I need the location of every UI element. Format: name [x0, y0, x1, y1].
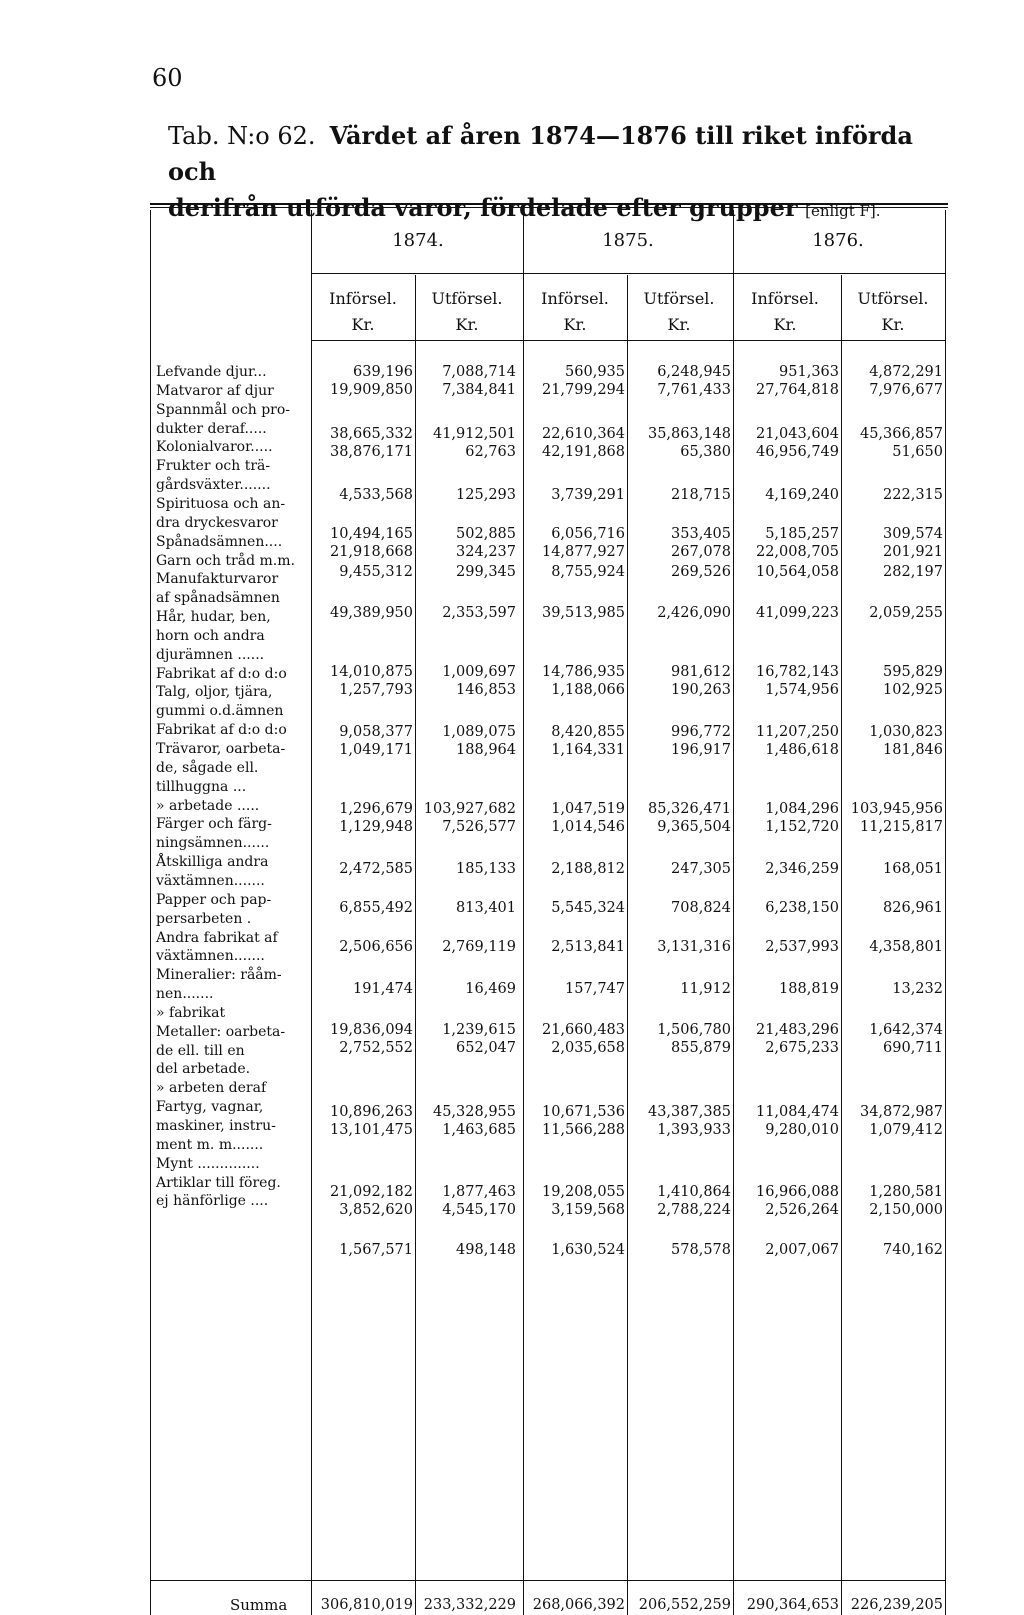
table-cell: 41,912,501	[432, 426, 516, 442]
column-header	[841, 286, 945, 338]
table-cell: 1,280,581	[869, 1184, 943, 1200]
table-cell: 14,877,927	[541, 544, 625, 560]
row-label-line: Färger och färg-	[156, 816, 272, 833]
right-border	[945, 210, 946, 1615]
table-cell: 85,326,471	[647, 801, 731, 817]
table-cell: 1,877,463	[442, 1184, 516, 1200]
table-cell: 218,715	[671, 487, 731, 503]
row-label-line: de ell. till en	[156, 1042, 245, 1059]
table-cell: 1,084,296	[765, 801, 839, 817]
year-header: 1875.	[602, 230, 654, 251]
table-cell: 9,058,377	[339, 724, 413, 740]
table-cell: 7,088,714	[442, 364, 516, 380]
table-cell: 11,215,817	[859, 819, 943, 835]
row-label-line: Spånadsämnen....	[156, 533, 283, 550]
table-cell: 309,574	[883, 526, 943, 542]
table-cell: 4,358,801	[869, 939, 943, 955]
row-label-line: dra dryckesvaror	[156, 514, 278, 531]
table-cell: 1,410,864	[657, 1184, 731, 1200]
row-label-line: Åtskilliga andra	[156, 854, 269, 871]
table-cell: 1,574,956	[765, 682, 839, 698]
column-header	[733, 286, 837, 338]
table-cell: 6,248,945	[657, 364, 731, 380]
table-cell: 102,925	[883, 682, 943, 698]
column-header-label: Utförsel.	[643, 289, 715, 308]
row-label-line: nen.......	[156, 986, 214, 1003]
table-cell: 196,917	[671, 742, 731, 758]
year-header: 1876.	[812, 230, 864, 251]
table-cell: 826,961	[883, 900, 943, 916]
summa-cell: 226,239,205	[850, 1597, 943, 1613]
table-cell: 7,384,841	[442, 382, 516, 398]
table-cell: 35,863,148	[647, 426, 731, 442]
summa-rule	[150, 1580, 945, 1581]
column-header-label: Införsel.	[541, 289, 609, 308]
table-cell: 855,879	[671, 1040, 731, 1056]
table-cell: 1,079,412	[869, 1122, 943, 1138]
row-label-line: Kolonialvaror.....	[156, 439, 273, 456]
table-cell: 19,836,094	[329, 1022, 413, 1038]
summa-cell: 290,364,653	[746, 1597, 839, 1613]
table-cell: 6,056,716	[551, 526, 625, 542]
table-cell: 157,747	[565, 981, 625, 997]
table-cell: 10,671,536	[541, 1104, 625, 1120]
table-cell: 16,782,143	[755, 664, 839, 680]
row-label-line: dukter deraf.....	[156, 420, 267, 437]
table-cell: 560,935	[565, 364, 625, 380]
column-header-unit: Kr.	[773, 315, 797, 334]
table-cell: 13,232	[892, 981, 943, 997]
table-cell: 1,239,615	[442, 1022, 516, 1038]
row-label-line: Trävaror, oarbeta-	[156, 741, 286, 757]
table-cell: 1,486,618	[765, 742, 839, 758]
table-cell: 2,188,812	[551, 861, 625, 877]
table-cell: 188,964	[456, 742, 516, 758]
title-line-1: Värdet af åren 1874—1876 till riket införda och	[168, 121, 913, 186]
table-cell: 38,876,171	[329, 444, 413, 460]
table-cell: 38,665,332	[329, 426, 413, 442]
table-cell: 498,148	[456, 1242, 516, 1258]
table-cell: 103,927,682	[423, 801, 516, 817]
table-cell: 9,455,312	[339, 564, 413, 580]
table-number: Tab. N:o 62.	[168, 122, 316, 150]
row-label-line: växtämnen.......	[156, 948, 265, 965]
column-header-label: Utförsel.	[431, 289, 503, 308]
table-cell: 1,009,697	[442, 664, 516, 680]
table-cell: 188,819	[779, 981, 839, 997]
table-cell: 11,566,288	[541, 1122, 625, 1138]
table-cell: 22,008,705	[755, 544, 839, 560]
column-header-label: Utförsel.	[857, 289, 929, 308]
row-label-line: Papper och pap-	[156, 891, 272, 908]
column-header	[415, 286, 519, 338]
table-cell: 7,761,433	[657, 382, 731, 398]
table-cell: 103,945,956	[850, 801, 943, 817]
table-cell: 21,799,294	[541, 382, 625, 398]
table-cell: 11,207,250	[755, 724, 839, 740]
table-cell: 299,345	[456, 564, 516, 580]
table-cell: 1,047,519	[551, 801, 625, 817]
table-cell: 2,353,597	[442, 605, 516, 621]
table-cell: 7,526,577	[442, 819, 516, 835]
summa-label: Summa	[230, 1596, 288, 1614]
row-label-line: af spånadsämnen	[156, 590, 280, 607]
page-number: 60	[152, 64, 183, 92]
table-cell: 65,380	[680, 444, 731, 460]
table-cell: 39,513,985	[541, 605, 625, 621]
table-cell: 3,159,568	[551, 1202, 625, 1218]
row-label-line: ej hänförlige ....	[156, 1193, 269, 1210]
table-cell: 1,049,171	[339, 742, 413, 758]
table-cell: 2,059,255	[869, 605, 943, 621]
table-cell: 14,010,875	[329, 664, 413, 680]
table-cell: 1,188,066	[551, 682, 625, 698]
row-label-line: Fabrikat af d:o d:o	[156, 665, 287, 682]
table-cell: 22,610,364	[541, 426, 625, 442]
table-cell: 5,545,324	[551, 900, 625, 916]
row-label-line: » fabrikat	[156, 1004, 226, 1021]
row-label-line: horn och andra	[156, 627, 265, 644]
column-header-unit: Kr.	[563, 315, 587, 334]
table-cell: 2,506,656	[339, 939, 413, 955]
table-cell: 11,912	[680, 981, 731, 997]
table-cell: 324,237	[456, 544, 516, 560]
title-line-2: derifrån utförda varor, fördelade efter grupper	[168, 193, 798, 222]
column-header-unit: Kr.	[667, 315, 691, 334]
table-cell: 146,853	[456, 682, 516, 698]
table-cell: 2,769,119	[442, 939, 516, 955]
table-cell: 21,092,182	[329, 1184, 413, 1200]
table-cell: 267,078	[671, 544, 731, 560]
table-cell: 9,280,010	[765, 1122, 839, 1138]
row-label-line: gummi o.d.ämnen	[156, 703, 284, 720]
table-cell: 1,567,571	[339, 1242, 413, 1258]
table-cell: 42,191,868	[541, 444, 625, 460]
table-cell: 2,537,993	[765, 939, 839, 955]
table-cell: 247,305	[671, 861, 731, 877]
table-cell: 639,196	[353, 364, 413, 380]
table-cell: 2,513,841	[551, 939, 625, 955]
table-cell: 2,426,090	[657, 605, 731, 621]
row-label-line: Hår, hudar, ben,	[156, 609, 271, 626]
column-header-unit: Kr.	[455, 315, 479, 334]
table-cell: 578,578	[671, 1242, 731, 1258]
table-cell: 1,642,374	[869, 1022, 943, 1038]
summa-cell: 306,810,019	[320, 1597, 413, 1613]
table-cell: 1,393,933	[657, 1122, 731, 1138]
table-cell: 1,630,524	[551, 1242, 625, 1258]
table-cell: 16,966,088	[755, 1184, 839, 1200]
table-cell: 125,293	[456, 487, 516, 503]
table-cell: 19,208,055	[541, 1184, 625, 1200]
column-header-label: Införsel.	[751, 289, 819, 308]
table-cell: 996,772	[671, 724, 731, 740]
row-label-line: » arbeten deraf	[156, 1080, 267, 1097]
table-cell: 813,401	[456, 900, 516, 916]
table-cell: 4,545,170	[442, 1202, 516, 1218]
table-cell: 2,752,552	[339, 1040, 413, 1056]
row-label-line: Manufakturvaror	[156, 571, 279, 588]
column-header	[311, 286, 415, 338]
row-label-line: Andra fabrikat af	[156, 929, 278, 946]
table-cell: 8,755,924	[551, 564, 625, 580]
table-cell: 2,007,067	[765, 1242, 839, 1258]
table-cell: 2,526,264	[765, 1202, 839, 1218]
column-header-unit: Kr.	[881, 315, 905, 334]
table-cell: 51,650	[892, 444, 943, 460]
table-cell: 43,387,385	[647, 1104, 731, 1120]
table-cell: 8,420,855	[551, 724, 625, 740]
column-header-label: Införsel.	[329, 289, 397, 308]
table-cell: 9,365,504	[657, 819, 731, 835]
table-cell: 708,824	[671, 900, 731, 916]
row-label-line: Fabrikat af d:o d:o	[156, 722, 287, 739]
table-cell: 11,084,474	[755, 1104, 839, 1120]
table-cell: 21,483,296	[755, 1022, 839, 1038]
table-cell: 1,089,075	[442, 724, 516, 740]
row-label-line: ment m. m.......	[156, 1136, 264, 1153]
table-top-rule-thin	[150, 207, 948, 208]
row-label-line: Frukter och trä-	[156, 458, 271, 475]
table-cell: 222,315	[883, 487, 943, 503]
row-label-line: tillhuggna ...	[156, 778, 247, 795]
row-label-line: de, sågade ell.	[156, 759, 259, 776]
table-cell: 49,389,950	[329, 605, 413, 621]
table-cell: 168,051	[883, 861, 943, 877]
table-cell: 1,129,948	[339, 819, 413, 835]
table-cell: 1,463,685	[442, 1122, 516, 1138]
table-cell: 3,739,291	[551, 487, 625, 503]
summa-cell: 233,332,229	[423, 1597, 516, 1613]
table-cell: 19,909,850	[329, 382, 413, 398]
table-cell: 4,533,568	[339, 487, 413, 503]
row-label-line: Mynt ..............	[156, 1155, 260, 1172]
table-cell: 951,363	[779, 364, 839, 380]
table-cell: 13,101,475	[329, 1122, 413, 1138]
table-cell: 34,872,987	[859, 1104, 943, 1120]
table-cell: 7,976,677	[869, 382, 943, 398]
table-cell: 27,764,818	[755, 382, 839, 398]
column-header	[523, 286, 627, 338]
row-label-line: djurämnen ......	[156, 646, 265, 663]
table-cell: 14,786,935	[541, 664, 625, 680]
year-1875-divider	[733, 210, 734, 1615]
row-label-line: Garn och tråd m.m.	[156, 552, 295, 569]
row-label-line: Spirituosa och an-	[156, 495, 286, 512]
table-cell: 2,150,000	[869, 1202, 943, 1218]
table-cell: 21,660,483	[541, 1022, 625, 1038]
table-cell: 4,872,291	[869, 364, 943, 380]
row-label-line: » arbetade .....	[156, 797, 260, 814]
row-label-line: Spannmål och pro-	[156, 401, 291, 418]
left-border	[150, 210, 151, 1615]
table-cell: 1,257,793	[339, 682, 413, 698]
table-cell: 41,099,223	[755, 605, 839, 621]
table-cell: 269,526	[671, 564, 731, 580]
table-cell: 595,829	[883, 664, 943, 680]
summa-cell: 206,552,259	[638, 1597, 731, 1613]
table-cell: 690,711	[883, 1040, 943, 1056]
column-header-unit: Kr.	[351, 315, 375, 334]
table-cell: 201,921	[883, 544, 943, 560]
table-cell: 652,047	[456, 1040, 516, 1056]
table-cell: 16,469	[465, 981, 516, 997]
row-label-line: del arbetade.	[156, 1061, 251, 1078]
table-cell: 2,675,233	[765, 1040, 839, 1056]
table-cell: 353,405	[671, 526, 731, 542]
row-label-line: Metaller: oarbeta-	[156, 1023, 286, 1040]
table-cell: 191,474	[353, 981, 413, 997]
title-note: [enligt F].	[805, 202, 881, 220]
table-cell: 2,472,585	[339, 861, 413, 877]
table-title	[168, 118, 958, 229]
year-header: 1874.	[392, 230, 444, 251]
row-label-line: gårdsväxter.......	[156, 477, 271, 494]
table-cell: 10,896,263	[329, 1104, 413, 1120]
summa-cell: 268,066,392	[532, 1597, 625, 1613]
column-header	[627, 286, 731, 338]
table-cell: 1,152,720	[765, 819, 839, 835]
row-label-line: Matvaror af djur	[156, 382, 274, 399]
table-cell: 10,494,165	[329, 526, 413, 542]
table-cell: 21,043,604	[755, 426, 839, 442]
table-cell: 2,788,224	[657, 1202, 731, 1218]
row-label-line: Talg, oljor, tjära,	[156, 684, 273, 701]
table-cell: 5,185,257	[765, 526, 839, 542]
table-cell: 3,852,620	[339, 1202, 413, 1218]
table-cell: 1,014,546	[551, 819, 625, 835]
table-cell: 282,197	[883, 564, 943, 580]
table-cell: 21,918,668	[329, 544, 413, 560]
table-cell: 6,238,150	[765, 900, 839, 916]
row-label-line: växtämnen.......	[156, 872, 265, 889]
table-cell: 1,296,679	[339, 801, 413, 817]
table-cell: 45,328,955	[432, 1104, 516, 1120]
column-header-rule	[311, 340, 945, 341]
row-label-line: persarbeten .	[156, 910, 252, 927]
table-cell: 62,763	[465, 444, 516, 460]
table-cell: 1,030,823	[869, 724, 943, 740]
table-cell: 3,131,316	[657, 939, 731, 955]
table-cell: 190,263	[671, 682, 731, 698]
table-top-rule	[150, 203, 948, 205]
row-label-line: Lefvande djur...	[156, 364, 267, 380]
table-cell: 740,162	[883, 1242, 943, 1258]
table-cell: 2,346,259	[765, 861, 839, 877]
table-cell: 45,366,857	[859, 426, 943, 442]
table-cell: 4,169,240	[765, 487, 839, 503]
row-label-line: ningsämnen......	[156, 835, 270, 852]
table-cell: 6,855,492	[339, 900, 413, 916]
row-label-line: Fartyg, vagnar,	[156, 1099, 264, 1116]
row-label-line: maskiner, instru-	[156, 1118, 276, 1134]
table-cell: 2,035,658	[551, 1040, 625, 1056]
row-label-line: Mineralier: rååm-	[156, 967, 282, 984]
table-cell: 1,164,331	[551, 742, 625, 758]
table-cell: 185,133	[456, 861, 516, 877]
table-cell: 46,956,749	[755, 444, 839, 460]
year-header-rule	[311, 273, 945, 274]
row-label-line: Artiklar till föreg.	[156, 1174, 281, 1191]
table-cell: 502,885	[456, 526, 516, 542]
table-cell: 1,506,780	[657, 1022, 731, 1038]
table-cell: 181,846	[883, 742, 943, 758]
table-cell: 981,612	[671, 664, 731, 680]
table-cell: 10,564,058	[755, 564, 839, 580]
